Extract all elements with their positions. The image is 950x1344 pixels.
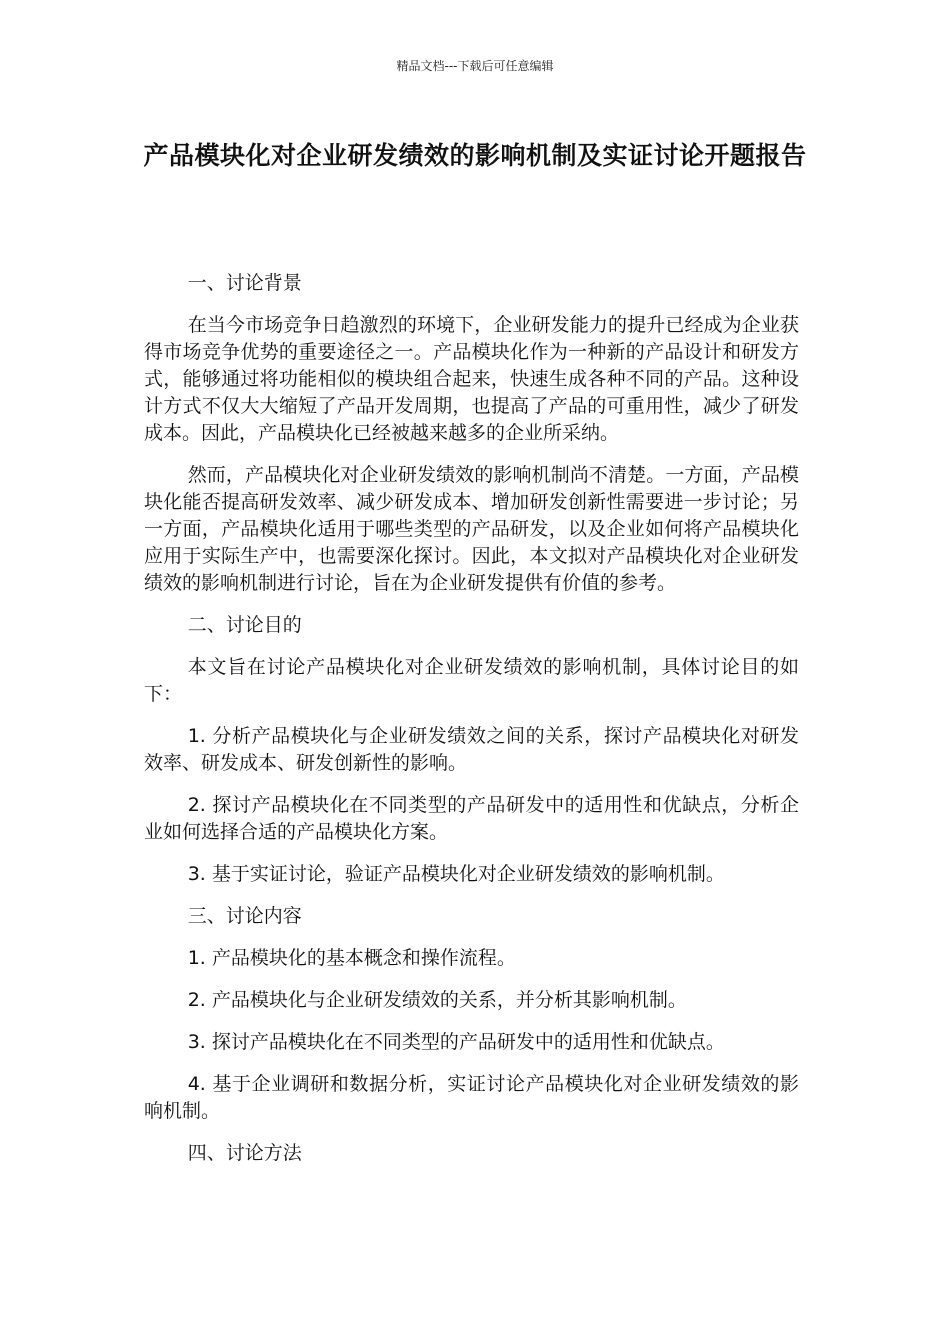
paragraph: 本文旨在讨论产品模块化对企业研发绩效的影响机制，具体讨论目的如下： [144,656,799,705]
document-body [144,270,799,1182]
document-title: 产品模块化对企业研发绩效的影响机制及实证讨论开题报告 [143,141,807,170]
section-heading-methods: 四、讨论方法 [187,1142,302,1164]
section-heading-objectives: 二、讨论目的 [187,614,302,636]
paragraph: 然而，产品模块化对企业研发绩效的影响机制尚不清楚。一方面，产品模块化能否提高研发效率、减少研发成本、增加研发创新性需要进一步讨论；另一方面，产品模块化适用于哪些类型的产品研发，以及企业如何将产品模块化应用于实际生产中，也需要深化探讨。因此，本文拟对产品模块化对企业研发绩效的影响机制进行讨论，旨在为企业研发提供有价值的参考。 [144,464,799,594]
paragraph: 在当今市场竞争日趋激烈的环境下，企业研发能力的提升已经成为企业获得市场竞争优势的重要途径之一。产品模块化作为一种新的产品设计和研发方式，能够通过将功能相似的模块组合起来，快速生成各种不同的产品。这种设计方式不仅大大缩短了产品开发周期，也提高了产品的可重用性，减少了研发成本。因此，产品模块化已经被越来越多的企业所采纳。 [144,314,799,444]
list-item: 3. 基于实证讨论，验证产品模块化对企业研发绩效的影响机制。 [187,863,725,885]
list-item: 2. 探讨产品模块化在不同类型的产品研发中的适用性和优缺点，分析企业如何选择合适的产品模块化方案。 [144,794,799,843]
header-note: 精品文档---下载后可任意编辑 [396,59,554,73]
list-item: 2. 产品模块化与企业研发绩效的关系，并分析其影响机制。 [187,989,687,1011]
section-heading-content: 三、讨论内容 [187,905,302,927]
list-item: 3. 探讨产品模块化在不同类型的产品研发中的适用性和优缺点。 [187,1031,725,1053]
list-item: 4. 基于企业调研和数据分析，实证讨论产品模块化对企业研发绩效的影响机制。 [144,1073,799,1122]
list-item: 1. 分析产品模块化与企业研发绩效之间的关系，探讨产品模块化对研发效率、研发成本、研发创新性的影响。 [144,725,799,774]
list-item: 1. 产品模块化的基本概念和操作流程。 [187,947,516,969]
section-heading-background: 一、讨论背景 [187,272,302,294]
